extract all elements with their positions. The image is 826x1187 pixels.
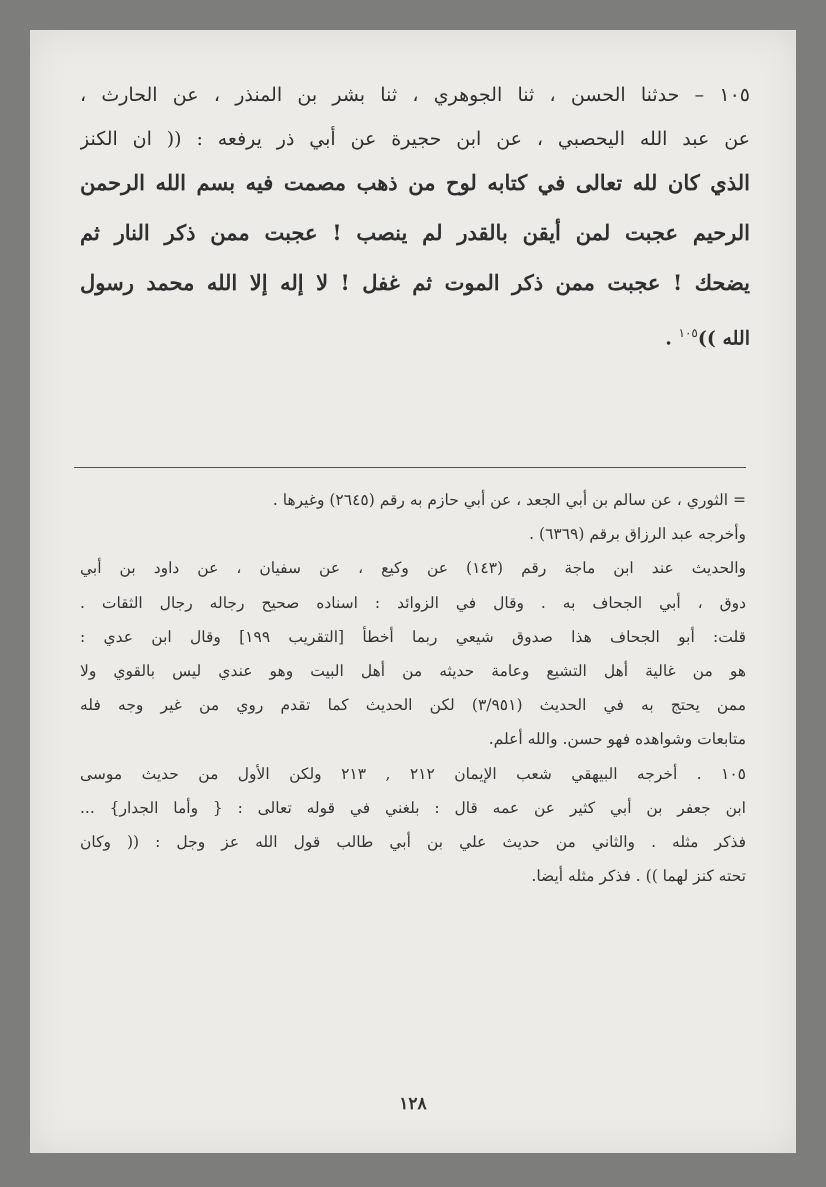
hadith-line-1: ١٠٥ – حدثنا الحسن ، ثنا الجوهري ، ثنا بشر بن المنذر ، عن الحارث ، xyxy=(80,84,750,106)
footnote-line: ممن يحتج به في الحديث (٣/٩٥١) لكن الحديث كما تقدم روي من غير وجه فله xyxy=(80,696,746,715)
hadith-line-3: الذي كان لله تعالى في كتابه لوح من ذهب مصمت فيه بسم الله الرحمن xyxy=(80,170,750,195)
hadith-closing: الله )) xyxy=(697,327,750,348)
footnote-line: هو من غالية أهل التشيع وعامة حديثه من أهل البيت وهو عندي ليس بالقوي ولا xyxy=(80,661,746,680)
footnote-line: وأخرجه عبد الرزاق برقم (٦٣٦٩) . xyxy=(529,525,746,544)
footnotes xyxy=(80,487,746,897)
footnote-line: والحديث عند ابن ماجة رقم (١٤٣) عن وكيع ، عن سفيان ، عن داود بن أبي xyxy=(80,559,746,578)
footnote-line: فذكر مثله . والثاني من حديث علي بن أبي طالب قول الله عز وجل : (( وكان xyxy=(80,832,746,851)
footnote-reference: ١٠٥ xyxy=(678,326,698,340)
footnote-line: قلت: أبو الجحاف هذا صدوق شيعي ربما أخطأ [التقريب ١٩٩] وقال ابن عدي : xyxy=(80,627,746,646)
footnote-divider xyxy=(74,467,746,468)
hadith-line-2: عن عبد الله اليحصبي ، عن ابن حجيرة عن أبي ذر يرفعه : (( ان الكنز xyxy=(80,128,750,150)
hadith-line-6 xyxy=(80,318,750,348)
hadith-line-4: الرحيم عجبت لمن أيقن بالقدر لم ينصب ! عجبت ممن ذكر النار ثم xyxy=(80,220,750,245)
footnote-line: تحته كنز لهما )) . فذكر مثله أيضا. xyxy=(531,867,746,886)
hadith-line-5: يضحك ! عجبت ممن ذكر الموت ثم غفل ! لا إله إلا الله محمد رسول xyxy=(80,270,750,295)
hadith-end-mark: . xyxy=(665,327,672,348)
footnote-line: متابعات وشواهده فهو حسن. والله أعلم. xyxy=(488,730,746,749)
hadith-text xyxy=(80,80,750,348)
footnote-line: ابن جعفر بن أبي كثير عن عمه قال : بلغني في قوله تعالى : { وأما الجدار} ... xyxy=(80,798,746,817)
footnote-line: ١٠٥ . أخرجه البيهقي شعب الإيمان ٢١٢ , ٢١٣ ولكن الأول من حديث موسى xyxy=(80,764,746,783)
page-number: ١٢٨ xyxy=(399,1094,427,1114)
footnote-line: دوق ، أبي الجحاف به . وقال في الزوائد : اسناده صحيح رجاله رجال الثقات . xyxy=(80,593,746,612)
book-page xyxy=(30,30,796,1153)
footnote-line: = الثوري ، عن سالم بن أبي الجعد ، عن أبي حازم به رقم (٢٦٤٥) وغيرها . xyxy=(272,491,746,509)
